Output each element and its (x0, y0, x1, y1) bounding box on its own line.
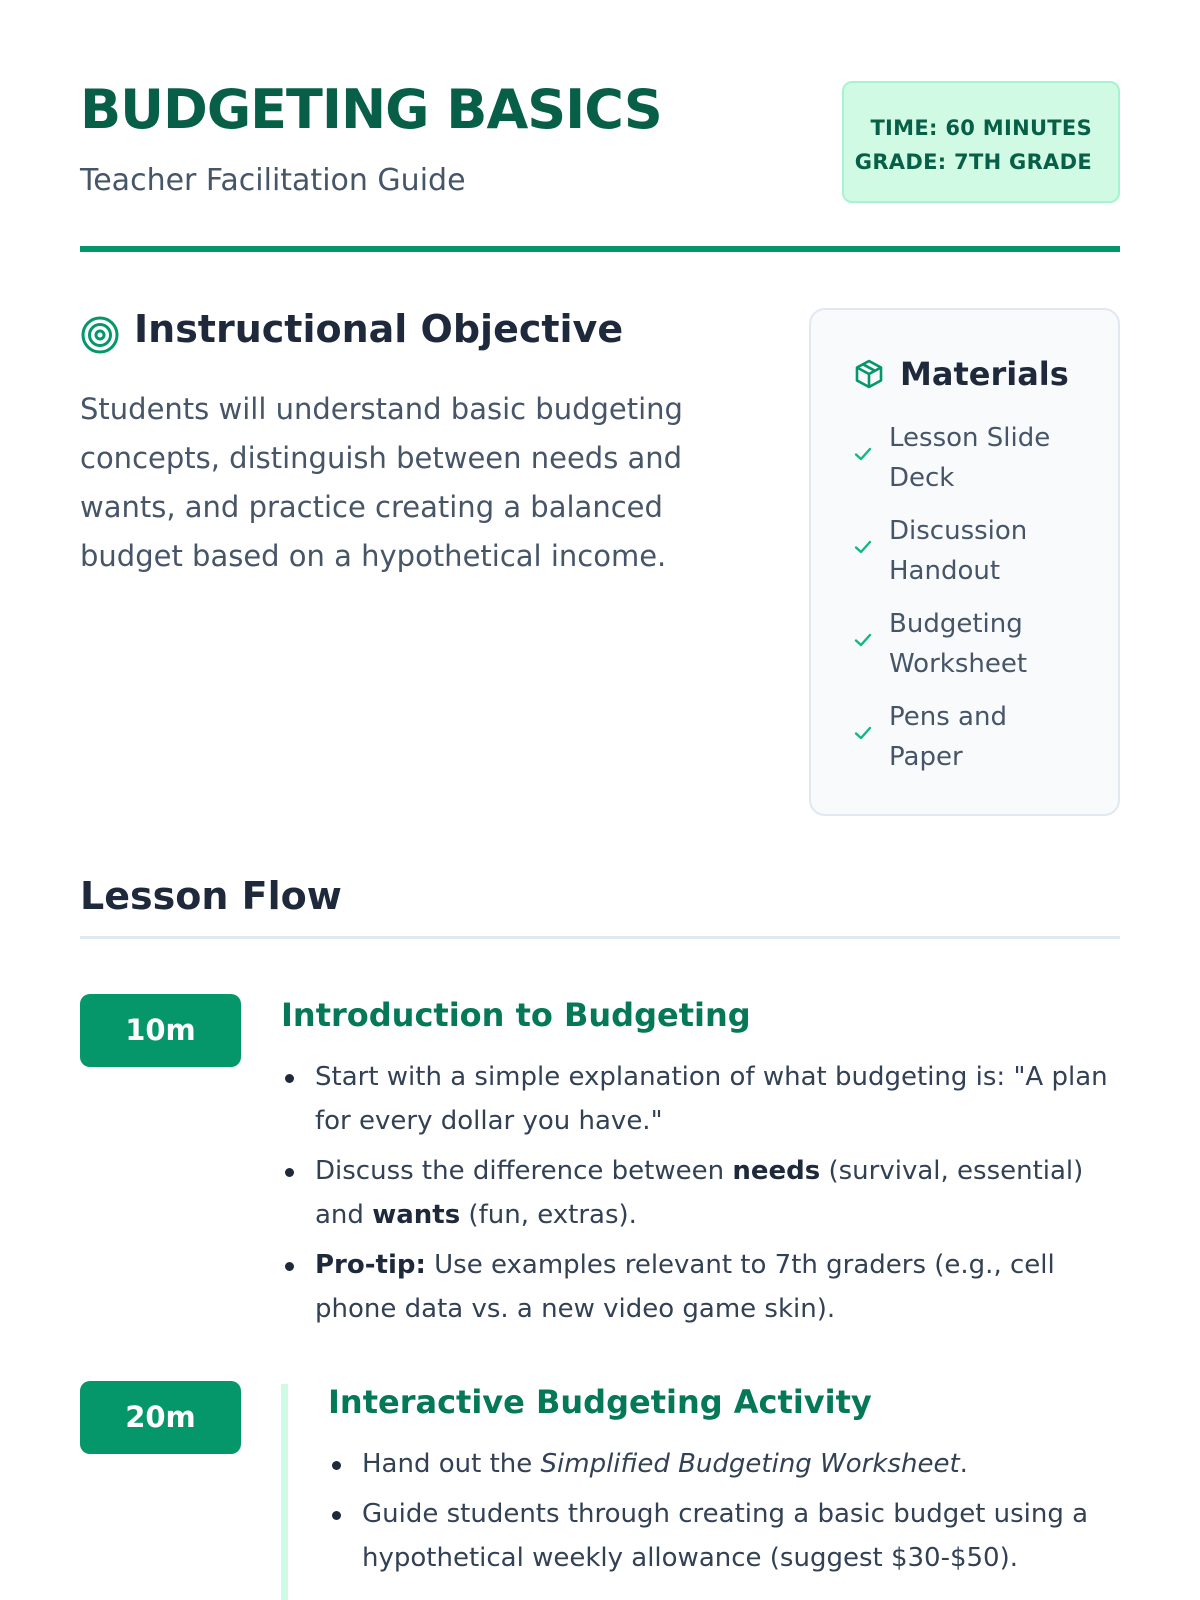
objective-heading: Instructional Objective (134, 307, 624, 351)
check-icon (853, 537, 873, 557)
objective-text: Students will understand basic budgeting concepts, distinguish between needs and wants, and practice creating a balanced budget based on a hypothetical income. (80, 392, 683, 573)
material-label: Pens and Paper (889, 702, 1007, 772)
package-icon (853, 358, 885, 390)
step-bullet-list (328, 1442, 1108, 1586)
duration-badge: 10m (80, 994, 241, 1067)
list-item (281, 1149, 1111, 1237)
step-bullet-list (281, 1055, 1111, 1337)
lesson-flow-divider (80, 936, 1120, 939)
step-title: Interactive Budgeting Activity (328, 1383, 872, 1421)
material-label: Discussion Handout (889, 516, 1028, 586)
bullet-emphasis: Pro-tip: (315, 1250, 426, 1280)
lesson-flow-heading: Lesson Flow (80, 874, 342, 918)
step-title: Introduction to Budgeting (281, 996, 751, 1034)
list-item (328, 1492, 1108, 1580)
bullet-emphasis: needs (732, 1156, 821, 1186)
header-divider (80, 246, 1120, 252)
page-title: BUDGETING BASICS (80, 78, 662, 141)
time-label: TIME: 60 MINUTES (870, 116, 1092, 140)
check-icon (853, 630, 873, 650)
check-icon (853, 444, 873, 464)
materials-card (809, 308, 1120, 816)
bullet-text: (fun, extras). (460, 1200, 637, 1230)
page-subtitle: Teacher Facilitation Guide (80, 163, 466, 198)
list-item (281, 1243, 1111, 1331)
list-item (328, 1442, 1108, 1486)
bullet-emphasis: Simplified Budgeting Worksheet (540, 1449, 960, 1479)
bullet-text: Hand out the (362, 1449, 541, 1479)
materials-heading: Materials (900, 355, 1069, 393)
bullet-text: Use examples relevant to 7th graders (e.g., cell phone data vs. a new video game skin). (315, 1250, 1055, 1324)
check-icon (853, 723, 873, 743)
bullet-text: . (959, 1449, 968, 1479)
duration-badge: 20m (80, 1381, 241, 1454)
bullet-text: Discuss the difference between (315, 1156, 733, 1186)
material-label: Budgeting Worksheet (889, 609, 1028, 679)
bullet-text: (survival, essential) and (315, 1156, 1084, 1230)
target-icon (80, 315, 120, 355)
step-accent-bar (281, 1384, 288, 1600)
grade-label: GRADE: 7TH GRADE (854, 150, 1092, 174)
bullet-text: Start with a simple explanation of what budgeting is: "A plan for every dollar you have." (315, 1062, 1108, 1136)
bullet-emphasis: wants (372, 1200, 461, 1230)
bullet-text: Guide students through creating a basic budget using a hypothetical weekly allowance (suggest $30-$50). (362, 1499, 1089, 1573)
lesson-meta-badge (842, 81, 1120, 203)
list-item (281, 1055, 1111, 1143)
material-label: Lesson Slide Deck (889, 423, 1051, 493)
